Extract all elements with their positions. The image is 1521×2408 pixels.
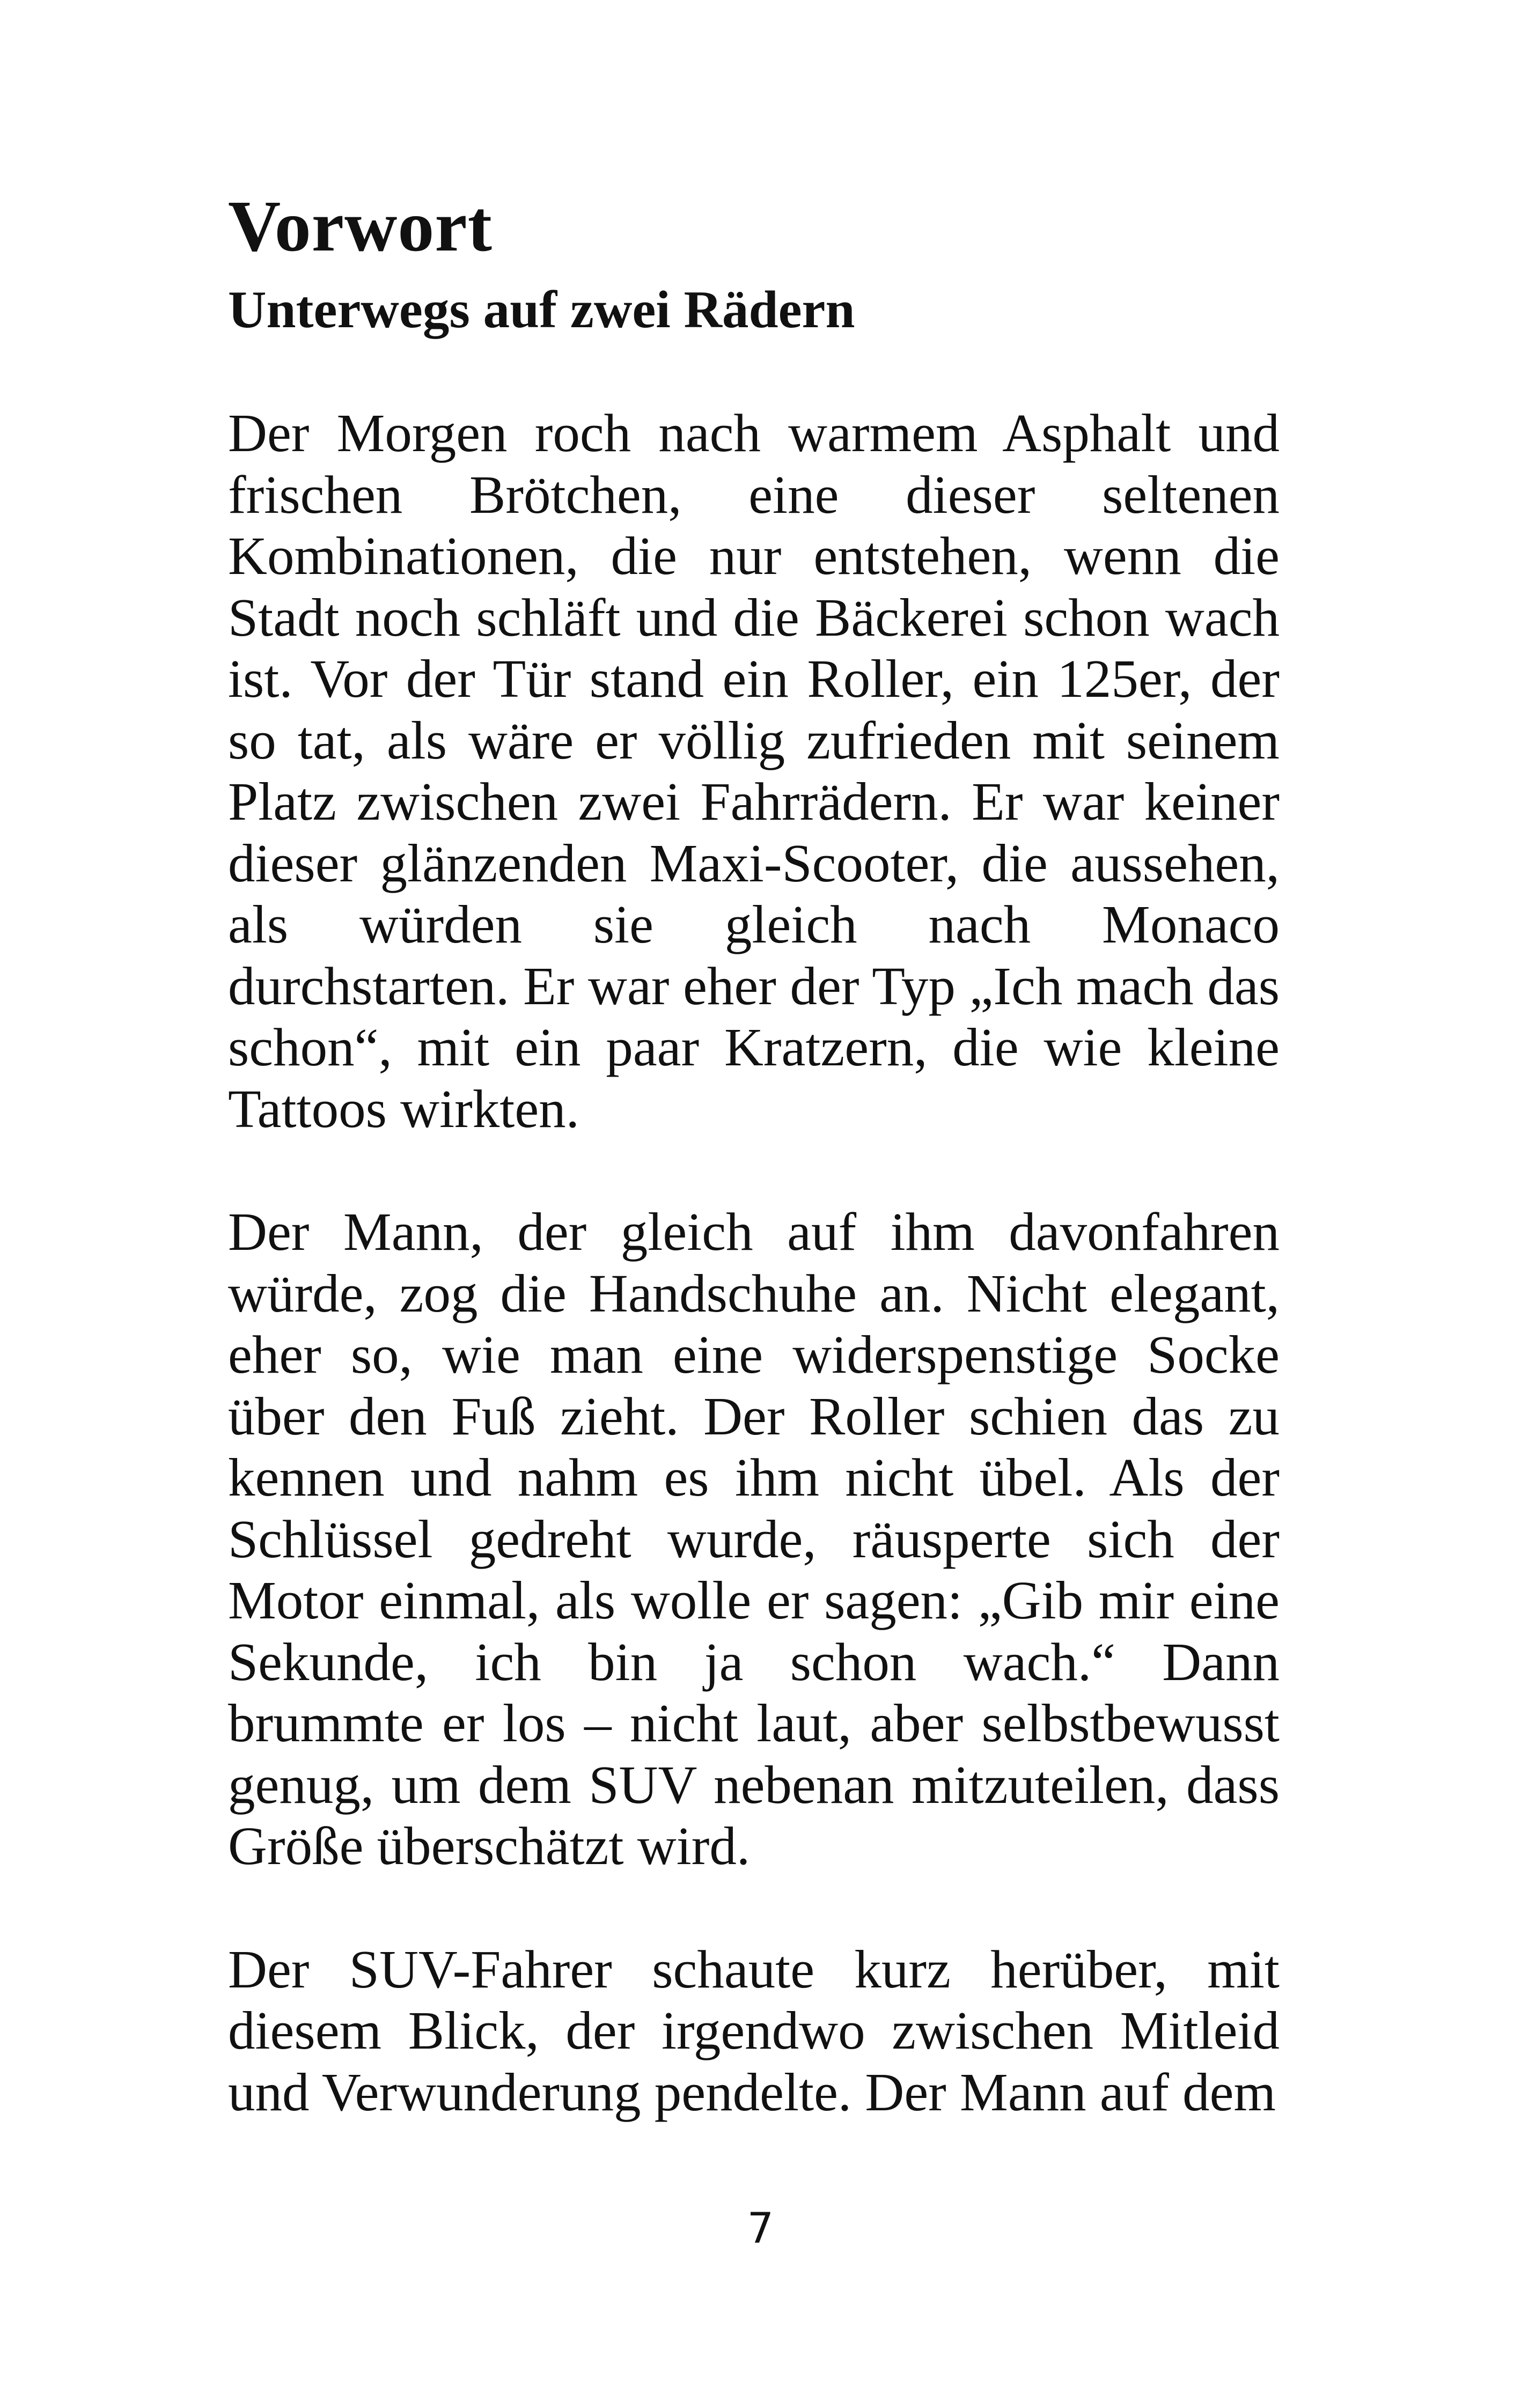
paragraph-1: Der Morgen roch nach warmem Asphalt und frischen Brötchen, eine dieser seltenen Kombinationen, die nur entstehen, wenn die Stadt noch schläft und die Bäckerei schon wach ist. Vor der Tür stand ein Roller, ein 125er, der so tat, als wäre er völlig zufrieden mit seinem Platz zwischen zwei Fahrrädern. Er war keiner dieser glänzenden Maxi-Scooter, die aussehen, als würden sie gleich nach Monaco durchstarten. Er war eher der Typ „Ich mach das schon“, mit ein paar Kratzern, die wie kleine Tattoos wirkten. [228, 403, 1280, 1139]
body-text [228, 402, 1280, 2123]
paragraph-3: Der SUV-Fahrer schaute kurz herüber, mit diesem Blick, der irgendwo zwischen Mitleid und Verwunderung pendelte. Der Mann auf dem [228, 1939, 1280, 2122]
chapter-subtitle: Unterwegs auf zwei Rädern [228, 281, 855, 339]
page-content [228, 185, 1280, 2123]
paragraph-2: Der Mann, der gleich auf ihm davonfahren würde, zog die Handschuhe an. Nicht elegant, eher so, wie man eine widerspenstige Socke über den Fuß zieht. Der Roller schien das zu kennen und nahm es ihm nicht übel. Als der Schlüssel gedreht wurde, räusperte sich der Motor einmal, als wolle er sagen: „Gib mir eine Sekunde, ich bin ja schon wach.“ Dann brummte er los – nicht laut, aber selbstbewusst genug, um dem SUV nebenan mitzuteilen, dass Größe überschätzt wird. [228, 1202, 1280, 1876]
chapter-title: Vorwort [228, 186, 493, 267]
page-number: 7 [747, 2205, 774, 2253]
